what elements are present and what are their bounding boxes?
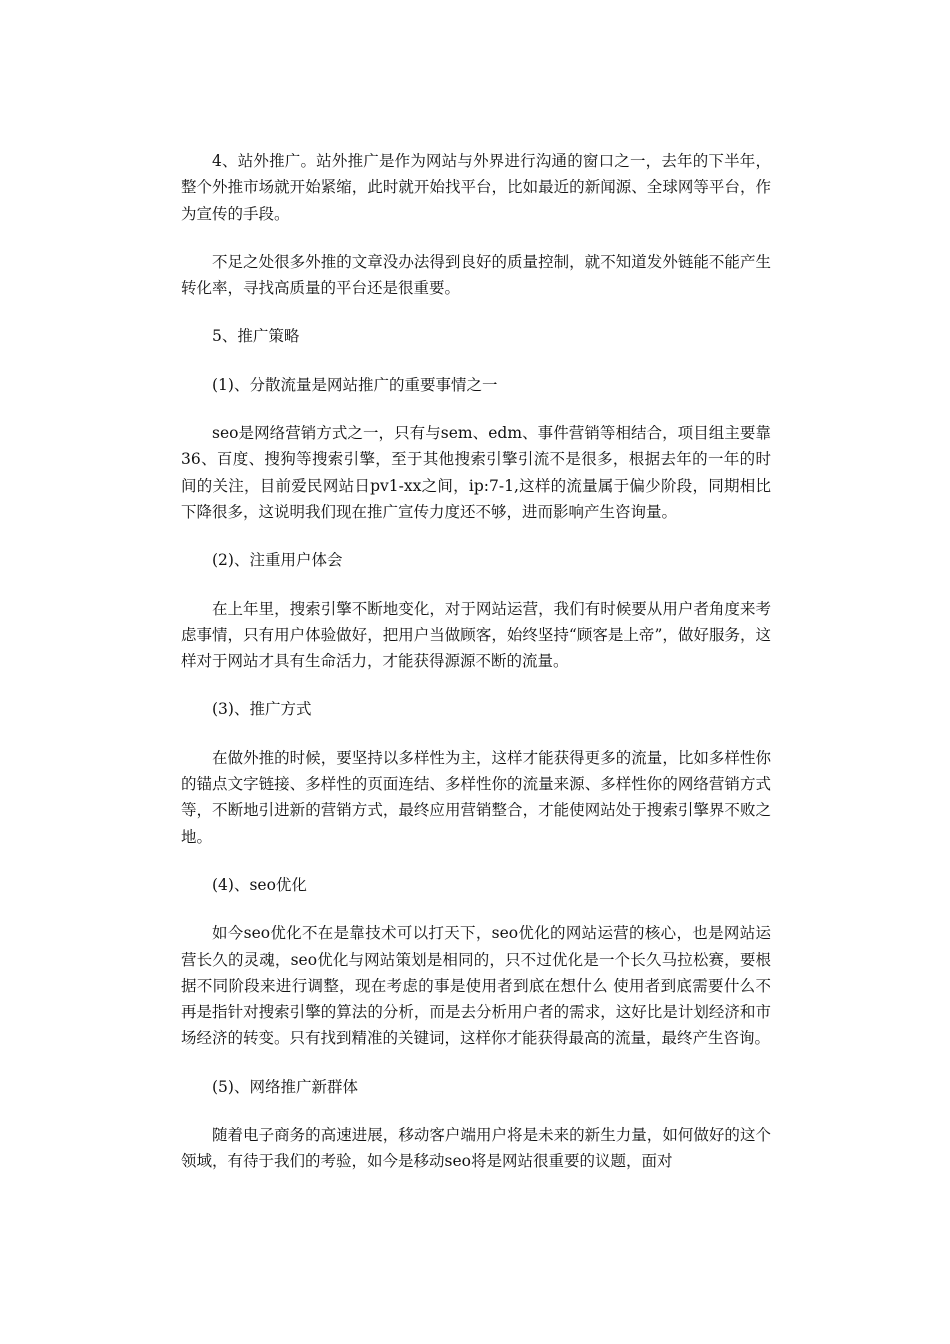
paragraph-offsite-promotion: 4、站外推广。站外推广是作为网站与外界进行沟通的窗口之一，去年的下半年，整个外推市场就开始紧缩，此时就开始找平台，比如最近的新闻源、全球网等平台，作为宣传的手段。 [181,152,771,223]
paragraph-seo-marketing: seo是网络营销方式之一，只有与sem、edm、事件营销等相结合，项目组主要靠36、百度、搜狗等搜索引擎，至于其他搜索引擎引流不是很多，根据去年的一年的时间的关注，目前爱民网站日pv1-xx之间，ip:7-1,这样的流量属于偏少阶段，同期相比下降很多，这说明我们现在推广宣传力度还不够，进而影响产生咨询量。 [181,424,771,521]
paragraph-mobile-users: 随着电子商务的高速进展，移动客户端用户将是未来的新生力量，如何做好的这个领域，有待于我们的考验，如今是移动seo将是网站很重要的议题，面对 [181,1126,771,1171]
heading-new-groups: (5)、网络推广新群体 [212,1077,358,1096]
heading-seo-optimization: (4)、seo优化 [212,875,307,894]
heading-disperse-traffic: (1)、分散流量是网站推广的重要事情之一 [212,375,498,394]
heading-promotion-strategy: 5、推广策略 [212,327,300,346]
heading-user-experience: (2)、注重用户体会 [212,551,343,570]
paragraph-user-experience: 在上年里，搜索引擎不断地变化，对于网站运营，我们有时候要从用户者角度来考虑事情，只有用户体验做好，把用户当做顾客，始终坚持“顾客是上帝”，做好服务，这样对于网站才具有生命活力，才能获得源源不断的流量。 [181,599,771,671]
document-body [181,148,771,1197]
paragraph-seo-optimization: 如今seo优化不在是靠技术可以打天下，seo优化的网站运营的核心，也是网站运营长久的灵魂，seo优化与网站策划是相同的，只不过优化是一个长久马拉松赛，要根据不同阶段来进行调整，现在考虑的事是使用者到底在想什么 使用者到底需要什么不再是指针对搜索引擎的算法的分析，而是去分析用户者的需求，这好比是计划经济和市场经济的转变。只有找到精准的关键词，这样你才能获得最高的流量，最终产生咨询。 [181,924,771,1048]
heading-promotion-methods: (3)、推广方式 [212,700,312,719]
paragraph-promotion-methods: 在做外推的时候，要坚持以多样性为主，这样才能获得更多的流量，比如多样性你的锚点文字链接、多样性的页面连结、多样性你的流量来源、多样性你的网络营销方式等，不断地引进新的营销方式，最终应用营销整合，才能使网站处于搜索引擎界不败之地。 [181,748,771,846]
paragraph-shortcomings: 不足之处很多外推的文章没办法得到良好的质量控制，就不知道发外链能不能产生转化率，寻找高质量的平台还是很重要。 [181,252,771,298]
